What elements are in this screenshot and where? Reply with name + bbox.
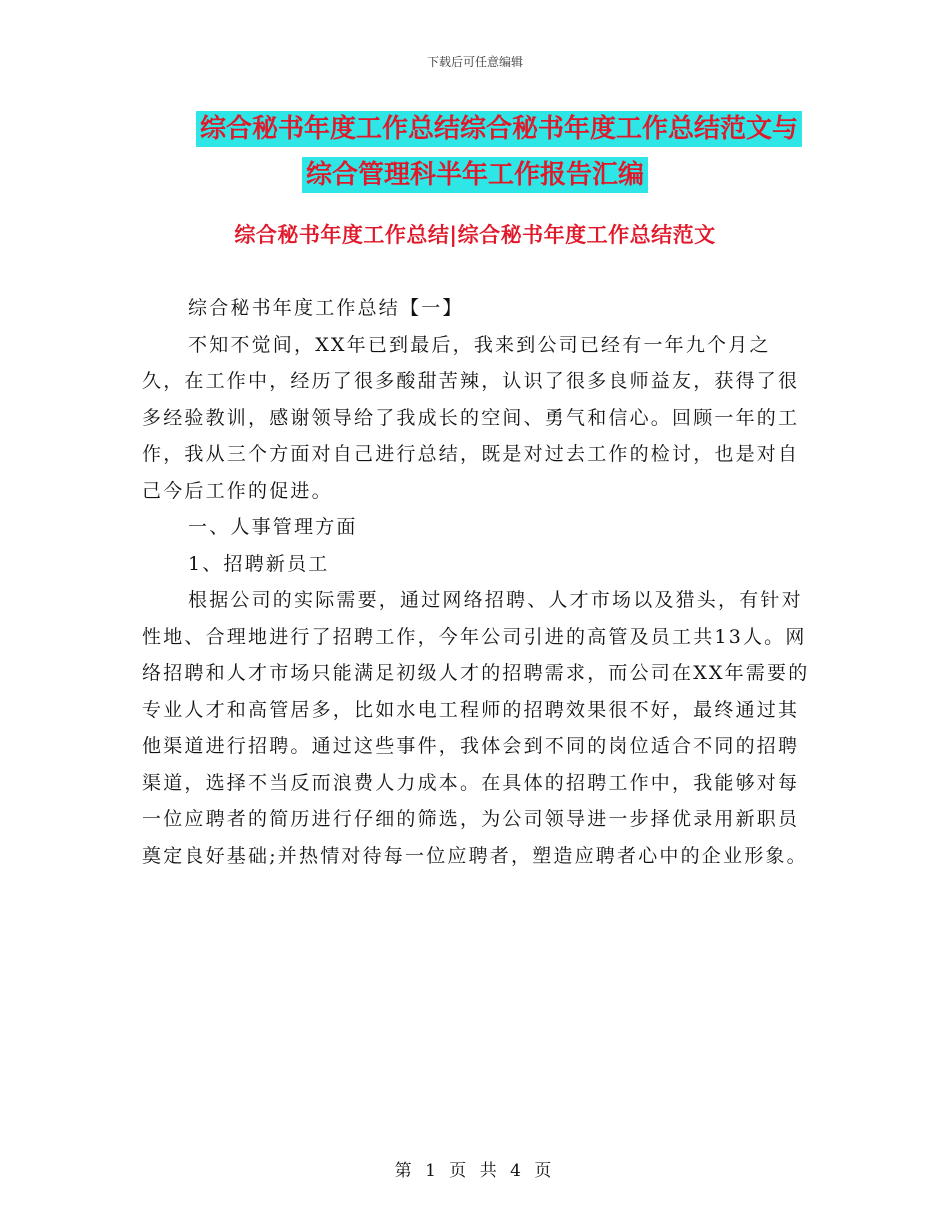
paragraph: 根据公司的实际需要，通过网络招聘、人才市场以及猎头，有针对性地、合理地进行了招聘工作，今年公司引进的高管及员工共13人。网络招聘和人才市场只能满足初级人才的招聘需求，而公司在XX年需要的专业人才和高管居多，比如水电工程师的招聘效果很不好，最终通过其他渠道进行招聘。通过这些事件，我体会到不同的岗位适合不同的招聘渠道，选择不当反而浪费人力成本。在具体的招聘工作中，我能够对每一位应聘者的简历进行仔细的筛选，为公司领导进一步择优录用新职员奠定良好基础;并热情对待每一位应聘者，塑造应聘者心中的企业形象。 — [142, 589, 810, 867]
header-note: 下载后可任意编辑 — [426, 55, 523, 69]
document-title-line-2 — [302, 156, 648, 194]
section-subtitle: 综合秘书年度工作总结|综合秘书年度工作总结范文 — [234, 223, 716, 247]
document-title-line-1 — [0, 110, 950, 148]
subsection-heading: 一、人事管理方面 — [188, 516, 358, 538]
item-heading: 1、招聘新员工 — [188, 552, 330, 575]
paragraph: 不知不觉间，XX年已到最后，我来到公司已经有一年九个月之久，在工作中，经历了很多酸甜苦辣，认识了很多良师益友，获得了很多经验教训，感谢领导给了我成长的空间、勇气和信心。回顾一年的工作，我从三个方面对自己进行总结，既是对过去工作的检讨，也是对自己今后工作的促进。 — [142, 333, 800, 502]
section-heading: 综合秘书年度工作总结【一】 — [188, 297, 464, 319]
title-highlight-1: 综合秘书年度工作总结综合秘书年度工作总结范文与 — [196, 111, 802, 147]
document-body — [142, 290, 812, 874]
page-footer: 第 1 页 共 4 页 — [394, 1161, 556, 1181]
title-highlight-2: 综合管理科半年工作报告汇编 — [302, 157, 648, 193]
